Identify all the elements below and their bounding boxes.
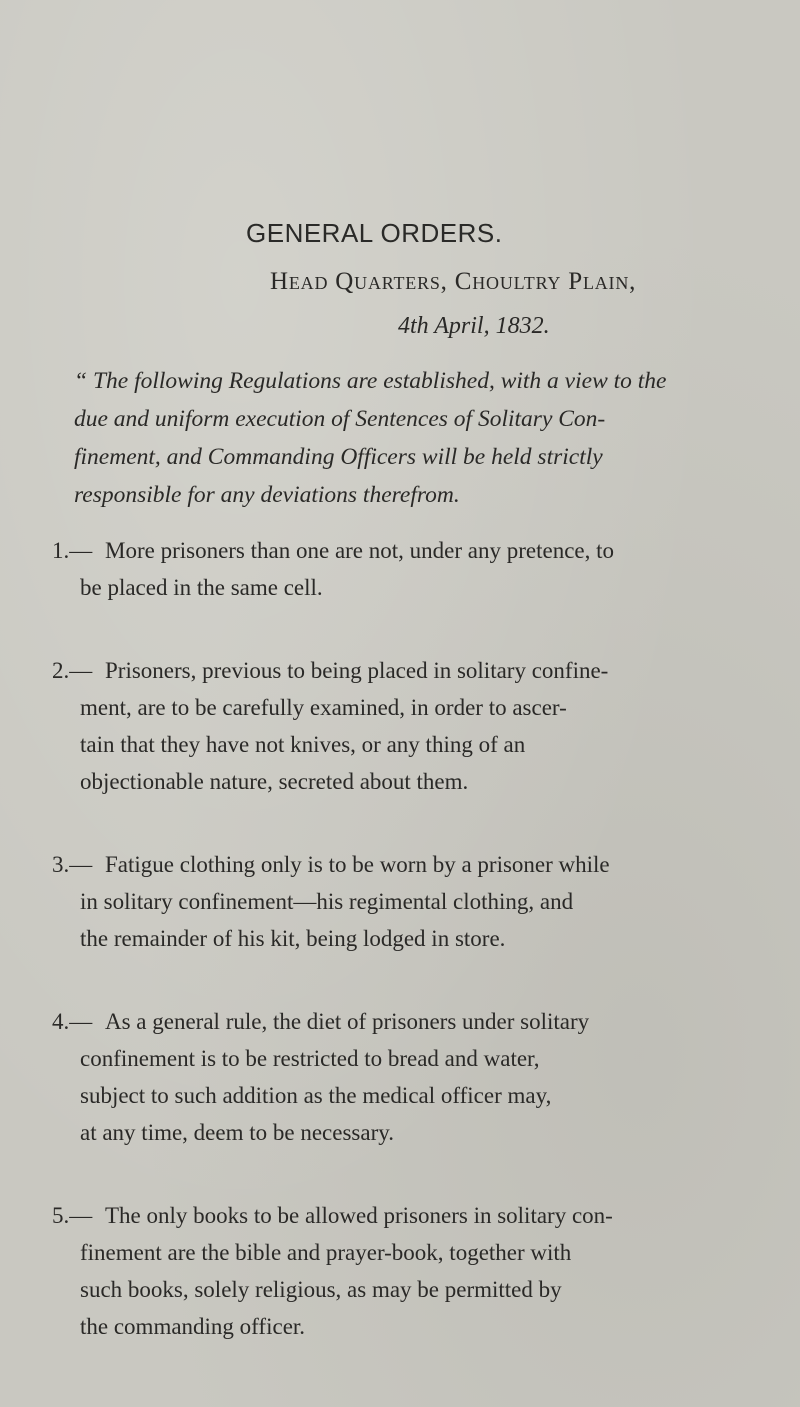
date-day: 4th xyxy=(398,313,429,339)
regulation-text xyxy=(80,846,745,957)
preamble-line: finement, and Commanding Officers will be held strictly xyxy=(74,444,603,470)
regulation-number: 1.— xyxy=(52,538,93,563)
regulation-line: The only books to be allowed prisoners in solitary con- xyxy=(105,1203,613,1228)
preamble-line: “ The following Regulations are established, with a view to the xyxy=(74,368,667,394)
regulation-text xyxy=(80,1197,745,1345)
headquarters-line: Head Quarters, Choultry Plain, xyxy=(270,268,637,295)
regulation-line: ment, are to be carefully examined, in order to ascer- xyxy=(80,695,567,720)
regulation-text xyxy=(80,1003,745,1151)
regulation-line: More prisoners than one are not, under any pretence, to xyxy=(105,538,615,563)
regulation-line: be placed in the same cell. xyxy=(80,575,323,600)
regulation-text xyxy=(80,652,745,800)
regulation-line: objectionable nature, secreted about them. xyxy=(80,769,469,794)
regulation-line: Fatigue clothing only is to be worn by a prisoner while xyxy=(105,852,610,877)
regulation-number: 4.— xyxy=(52,1009,93,1034)
regulation-line: confinement is to be restricted to bread and water, xyxy=(80,1046,540,1071)
regulation-number: 2.— xyxy=(52,658,93,683)
regulation-number: 3.— xyxy=(52,852,93,877)
regulation-line: in solitary confinement—his regimental clothing, and xyxy=(80,889,574,914)
date-month-year: April, 1832. xyxy=(428,313,550,339)
regulation-line: the remainder of his kit, being lodged in store. xyxy=(80,926,506,951)
regulation-line: tain that they have not knives, or any thing of an xyxy=(80,732,526,757)
preamble-paragraph xyxy=(74,362,724,514)
regulation-line: finement are the bible and prayer-book, together with xyxy=(80,1240,572,1265)
preamble-line: due and uniform execution of Sentences of Solitary Con- xyxy=(74,406,606,432)
regulation-line: subject to such addition as the medical officer may, xyxy=(80,1083,552,1108)
regulation-line: such books, solely religious, as may be permitted by xyxy=(80,1277,562,1302)
regulation-number: 5.— xyxy=(52,1203,93,1228)
date-line xyxy=(398,313,550,340)
document-title: GENERAL ORDERS. xyxy=(246,218,503,248)
preamble-line: responsible for any deviations therefrom. xyxy=(74,482,460,508)
regulation-line: As a general rule, the diet of prisoners under solitary xyxy=(105,1009,590,1034)
regulation-line: Prisoners, previous to being placed in solitary confine- xyxy=(105,658,609,683)
regulation-line: at any time, deem to be necessary. xyxy=(80,1120,394,1145)
regulation-text xyxy=(80,532,745,606)
regulation-line: the commanding officer. xyxy=(80,1314,306,1339)
